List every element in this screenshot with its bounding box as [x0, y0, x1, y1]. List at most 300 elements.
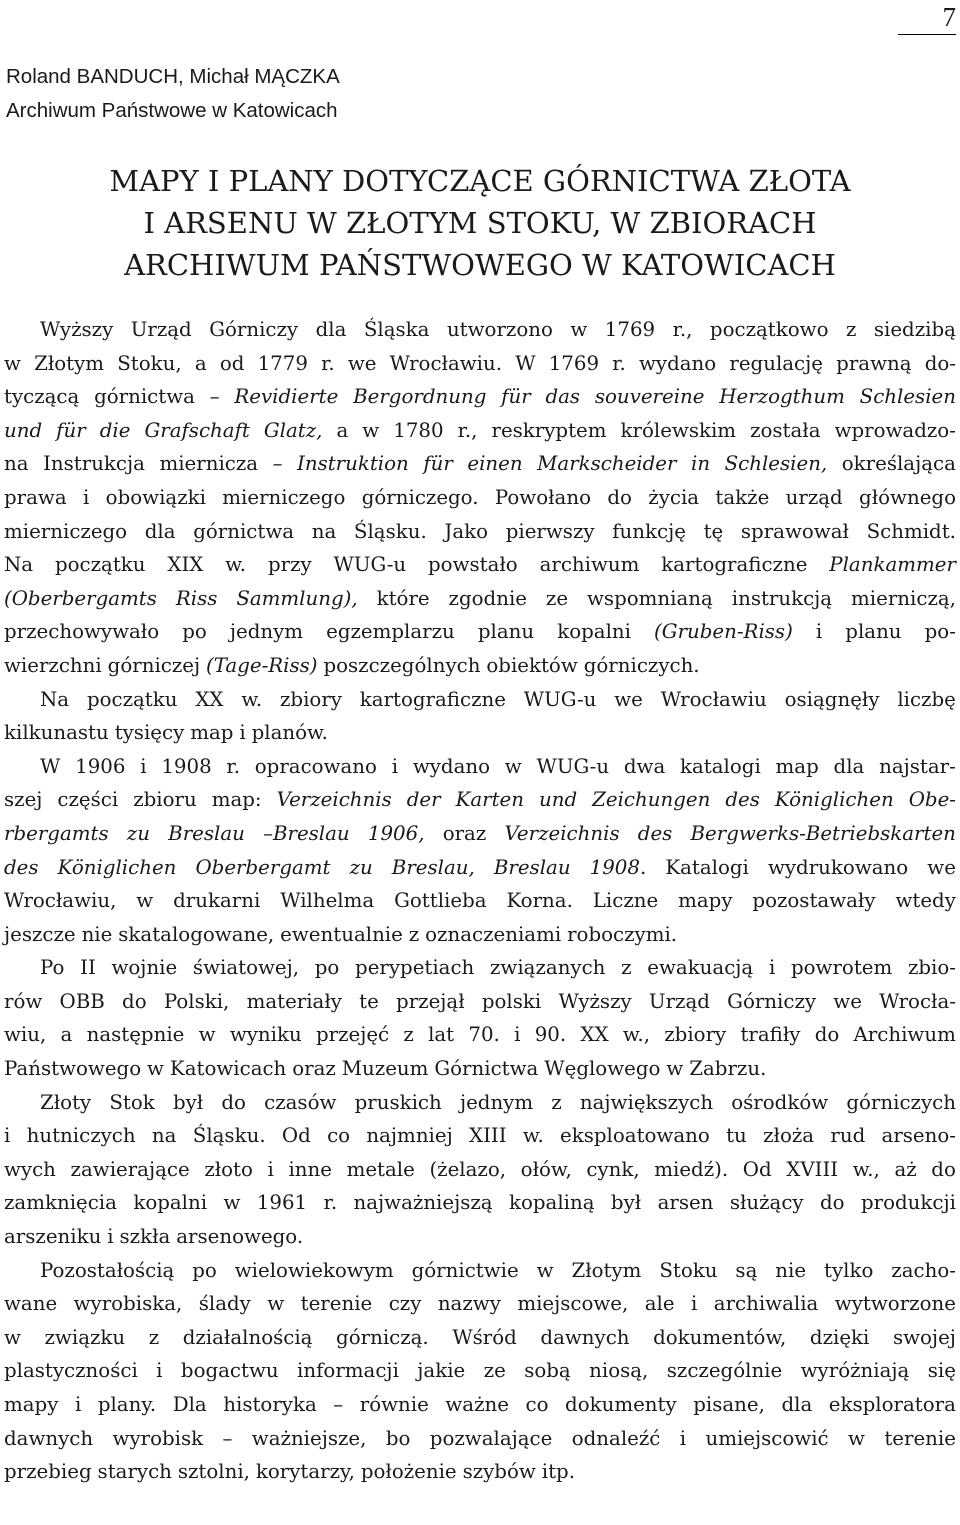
text-line [4, 1321, 956, 1355]
word: II [80, 956, 96, 980]
word: mierniczego [4, 519, 128, 543]
word: ślady [198, 1292, 251, 1316]
word: z [148, 1325, 160, 1349]
word: górnictwa [193, 519, 295, 543]
word: Königlichen [774, 788, 894, 812]
word: Wyższy [558, 989, 632, 1013]
word: Katowicach [169, 1057, 287, 1081]
word: w [147, 1057, 164, 1081]
word: OBB [59, 989, 105, 1013]
word: (Gruben-Riss) [654, 620, 793, 644]
word: prawa [4, 485, 67, 509]
word: XIX [167, 553, 204, 577]
word: służący [729, 1191, 804, 1215]
word: produkcji [860, 1191, 956, 1215]
word: itp. [541, 1460, 575, 1484]
word: Breslau, [391, 855, 475, 879]
word: dla [833, 754, 865, 778]
word: Złoty [40, 1090, 92, 1114]
word: XVIII [786, 1157, 839, 1181]
word: Markscheider [537, 452, 677, 476]
text-line [4, 548, 956, 582]
word: opracowano [254, 754, 377, 778]
word: z [551, 1090, 562, 1114]
word: Wilhelma [280, 889, 375, 913]
word: –Breslau [263, 821, 350, 845]
word: prawną [836, 351, 912, 375]
word: map [775, 754, 819, 778]
word: i [74, 1393, 82, 1416]
word: a [60, 1023, 73, 1047]
word: wydano [412, 754, 491, 778]
word: zbiory [664, 1023, 727, 1047]
word: Liczne [592, 889, 659, 913]
word: Złotym [571, 1258, 642, 1282]
word: ze [545, 586, 569, 610]
word: górniczych. [583, 653, 700, 677]
word: eksploratora [828, 1393, 956, 1416]
word: a [336, 418, 349, 442]
word: 1908 [161, 754, 212, 778]
word: tę [703, 519, 724, 543]
word: Karten [455, 788, 524, 812]
word: szej [4, 788, 43, 812]
word: wtedy [895, 889, 956, 913]
text-line [4, 851, 956, 885]
word: pozostawały [752, 889, 876, 913]
word: nie [81, 922, 113, 946]
text-line [4, 716, 956, 750]
word: na [4, 452, 29, 476]
word: r. [321, 351, 335, 375]
word: z [845, 318, 857, 341]
word: Na [4, 553, 34, 577]
word: r. [612, 351, 626, 375]
word: dokumenty [565, 1393, 677, 1416]
word: kilkunastu [4, 721, 109, 745]
word: w. [225, 553, 247, 577]
word: Zabrzu. [689, 1057, 767, 1081]
word: w [362, 418, 380, 442]
word: Śląska [363, 318, 430, 341]
word: funkcję [612, 519, 686, 543]
word: Katalogi [665, 855, 749, 879]
word: rbergamts [4, 821, 109, 845]
word: reskryptem [491, 418, 607, 442]
word: terenie [300, 1292, 373, 1316]
word: Urząd [648, 989, 710, 1013]
word: górniczych [846, 1090, 956, 1114]
word: materiały [246, 989, 342, 1013]
word: 1780 [393, 418, 444, 442]
word: w [4, 1325, 21, 1349]
word: jednym [229, 620, 304, 644]
word: dawnych [4, 1426, 94, 1450]
word: des [4, 855, 39, 879]
text-line [4, 951, 956, 985]
word: ale [644, 1292, 675, 1316]
word: dla [781, 1393, 813, 1416]
text-line [4, 1354, 956, 1388]
word: hutniczych [26, 1124, 136, 1148]
author-affiliation: Archiwum Państwowe w Katowicach [6, 99, 338, 122]
word: Gottlieba [394, 889, 487, 913]
word: drukarni [173, 889, 261, 913]
word: mapy [678, 889, 733, 913]
word: życia [648, 485, 700, 509]
word: po [314, 956, 340, 980]
word: Powołano [494, 485, 592, 509]
word: archiwalia [713, 1292, 819, 1316]
text-line [4, 414, 956, 448]
word: w [570, 318, 588, 341]
text-line [4, 683, 956, 717]
word: nazwy [437, 1292, 501, 1316]
word: 1908. [589, 855, 647, 879]
word: historyka [223, 1393, 317, 1416]
word: Schlesien, [724, 452, 828, 476]
word: Breslau [493, 855, 571, 879]
word: szybów [462, 1460, 536, 1484]
word: starych [97, 1460, 172, 1484]
word: Herzogthum [719, 385, 845, 409]
word: bo [385, 1426, 411, 1450]
word: w. [522, 1124, 544, 1148]
word: poszczególnych [323, 653, 481, 677]
word: szczególnie [666, 1359, 783, 1383]
word: pruskich [354, 1090, 442, 1114]
word: – [333, 1393, 344, 1416]
word: w [4, 351, 21, 375]
word: złoża [763, 1124, 815, 1148]
text-line [4, 884, 956, 918]
word: kopaliną [508, 1191, 595, 1215]
word: Dla [172, 1393, 207, 1416]
word: i [679, 1426, 687, 1450]
word: kopalni [557, 620, 631, 644]
word: miernicza [159, 452, 259, 476]
text-line [4, 1186, 956, 1220]
word: Wrocławiu [660, 687, 767, 711]
word: informacji [297, 1359, 399, 1383]
word: i [107, 1225, 114, 1249]
word: des [725, 788, 760, 812]
word: – [272, 452, 283, 476]
word: Instrukcja [43, 452, 145, 476]
word: na [311, 519, 337, 543]
word: z [403, 1023, 414, 1047]
word: rud [830, 1124, 866, 1148]
word: które [376, 586, 430, 610]
word: r., [672, 318, 693, 341]
word: w [536, 1258, 554, 1282]
word: egzemplarzu [326, 620, 455, 644]
word: in [691, 452, 711, 476]
article-title [0, 160, 960, 286]
word: planu [845, 620, 902, 644]
word: Wrocła- [879, 989, 956, 1013]
word: sobą [524, 1359, 571, 1383]
word: wyrobisk [112, 1426, 204, 1450]
word: map [190, 721, 234, 745]
word: z [621, 956, 632, 980]
text-line [4, 1422, 956, 1456]
word: wprowadzo- [834, 418, 956, 442]
word: dwa [623, 754, 666, 778]
word: einen [467, 452, 523, 476]
word: swojej [892, 1325, 956, 1349]
word: Na [40, 687, 70, 711]
word: oraz [442, 821, 487, 845]
word: WUG-u [536, 754, 610, 778]
word: zu [126, 821, 150, 845]
word: tyczącą [4, 385, 80, 409]
word: we [347, 351, 377, 375]
text-line [4, 347, 956, 381]
word: związanych [490, 956, 606, 980]
word: lat [428, 1023, 455, 1047]
word: najstar- [879, 754, 956, 778]
word: für [423, 452, 453, 476]
word: w., [852, 1157, 880, 1181]
word: obiektów [486, 653, 578, 677]
word: nie [775, 1258, 807, 1282]
word: Węglowego [544, 1057, 661, 1081]
word: był [172, 1090, 204, 1114]
word: Polski, [163, 989, 230, 1013]
word: w [848, 1426, 865, 1450]
word: eksploatowano [560, 1124, 710, 1148]
word: Stok [109, 1090, 155, 1114]
word: Śląsku. [192, 1124, 266, 1148]
word: czy [388, 1292, 422, 1316]
word: rów [4, 989, 43, 1013]
word: górnictwa [94, 385, 195, 409]
word: 1906, [367, 821, 425, 845]
word: w [223, 1191, 241, 1215]
text-line [4, 1086, 956, 1120]
word: przebieg [4, 1460, 92, 1484]
word: Korna. [506, 889, 573, 913]
title-line: MAPY I PLANY DOTYCZĄCE GÓRNICTWA ZŁOTA [109, 164, 851, 198]
word: zu [349, 855, 373, 879]
title-line: I ARSENU W ZŁOTYM STOKU, W ZBIORACH [143, 206, 817, 240]
word: głównego [859, 485, 956, 509]
word: r. [323, 1191, 338, 1215]
word: die [99, 418, 131, 442]
page-number: 7 [942, 2, 956, 32]
text-line [4, 447, 956, 481]
word: był [610, 1191, 642, 1215]
word: Stoku [659, 1258, 718, 1282]
word: na [151, 1124, 177, 1148]
word: trafiły [740, 1023, 801, 1047]
word: oznaczeniami [425, 922, 562, 946]
word: tylko [824, 1258, 874, 1282]
word: do [607, 485, 632, 509]
word: (Tage-Riss) [206, 653, 318, 677]
word: planów. [251, 721, 328, 745]
word: najmniej [366, 1124, 453, 1148]
word: jednym [459, 1090, 534, 1114]
word: cynk, [586, 1157, 640, 1181]
word: instrukcją [731, 586, 833, 610]
word: sprawował [740, 519, 849, 543]
word: w [504, 754, 522, 778]
word: XX [195, 687, 224, 711]
word: następnie [86, 1023, 185, 1047]
word: Schmidt. [866, 519, 956, 543]
word: od [219, 351, 245, 375]
word: (Oberbergamts [4, 586, 157, 610]
text-line [4, 582, 956, 616]
word: ważniejsze, [251, 1426, 367, 1450]
title-line: ARCHIWUM PAŃSTWOWEGO W KATOWICACH [124, 248, 836, 282]
word: des [637, 821, 673, 845]
word: Obe- [908, 788, 956, 812]
word: korytarzy, [255, 1460, 355, 1484]
text-line [4, 750, 956, 784]
author-block [6, 60, 340, 128]
word: Od [281, 1124, 311, 1148]
word: do [931, 1157, 956, 1181]
word: przejął [396, 989, 465, 1013]
word: wyniku [229, 1023, 302, 1047]
word: Wrocławiu, [4, 889, 117, 913]
word: ważne [445, 1393, 509, 1416]
word: arszeniku [4, 1225, 102, 1249]
word: Verzeichnis [504, 821, 620, 845]
word: górniczej [107, 653, 201, 677]
text-line [4, 918, 956, 952]
word: do- [924, 351, 956, 375]
word: terenie [884, 1426, 956, 1450]
word: szkła [119, 1225, 171, 1249]
text-line [4, 649, 956, 683]
word: i [815, 620, 823, 644]
word: (żelazo, [429, 1157, 507, 1181]
word: dla [144, 519, 176, 543]
word: wierzchni [4, 653, 102, 677]
word: określająca [841, 452, 956, 476]
word: Zeichungen [592, 788, 711, 812]
word: W [515, 351, 536, 375]
word: równie [359, 1393, 429, 1416]
word: tysięcy [114, 721, 185, 745]
word: wielowiekowym [234, 1258, 394, 1282]
word: przy [267, 553, 312, 577]
word: w [666, 1057, 684, 1081]
word: we [833, 989, 862, 1013]
word: Wrocławiu. [389, 351, 503, 375]
word: niosą, [589, 1359, 649, 1383]
word: XX [580, 1023, 609, 1047]
text-line [4, 1254, 956, 1288]
text-line [4, 1287, 956, 1321]
word: XIII [469, 1124, 507, 1148]
word: pozwalające [429, 1426, 553, 1450]
word: r. [226, 754, 240, 778]
word: Grafschaft [144, 418, 250, 442]
word: roboczymi. [567, 922, 678, 946]
word: zgodnie [448, 586, 527, 610]
text-line [4, 313, 956, 347]
word: górniczą. [336, 1325, 429, 1349]
text-line [4, 985, 956, 1019]
word: pierwszy [505, 519, 595, 543]
word: Verzeichnis [276, 788, 392, 812]
word: wyróżniają [800, 1359, 910, 1383]
word: początku [86, 687, 178, 711]
text-line [4, 1455, 956, 1489]
word: położenie [360, 1460, 457, 1484]
text-line [4, 1052, 956, 1086]
word: te [359, 989, 379, 1013]
word: do [814, 1023, 840, 1047]
word: für [56, 418, 86, 442]
word: mierniczego [222, 485, 346, 509]
word: regulację [729, 351, 823, 375]
text-line [4, 481, 956, 515]
word: we [927, 855, 956, 879]
word: 90. [534, 1023, 567, 1047]
word: umiejscowić [705, 1426, 829, 1450]
word: Schlesien [859, 385, 956, 409]
text-line [4, 380, 956, 414]
word: odnaleźć [571, 1426, 661, 1450]
word: Po [40, 956, 65, 980]
word: das [545, 385, 581, 409]
word: wyrobiska, [73, 1292, 183, 1316]
word: wydrukowano [767, 855, 909, 879]
body-text [4, 313, 956, 1489]
word: plastyczności [4, 1359, 138, 1383]
word: zamknięcia [4, 1191, 117, 1215]
word: – [222, 1426, 233, 1450]
word: perypetiach [355, 956, 475, 980]
word: Górniczy [209, 318, 299, 341]
text-line [4, 1220, 956, 1254]
word: wych [4, 1157, 56, 1181]
word: pisane, [693, 1393, 765, 1416]
word: i [391, 754, 399, 778]
word: Riss [175, 586, 218, 610]
word: metale [346, 1157, 415, 1181]
word: i [267, 1157, 274, 1181]
word: dzięki [809, 1325, 870, 1349]
word: co [327, 1124, 351, 1148]
word: katalogi [680, 754, 761, 778]
word: górniczego. [361, 485, 479, 509]
word: Breslau [168, 821, 245, 845]
word: kopalni [133, 1191, 208, 1215]
word: Plankammer [829, 553, 956, 577]
word: der [406, 788, 441, 812]
word: Bergwerks-Betriebskarten [690, 821, 956, 845]
word: 1961 [256, 1191, 308, 1215]
word: wojnie [111, 956, 178, 980]
word: przechowywało [4, 620, 160, 644]
word: und [539, 788, 578, 812]
word: początku [54, 553, 146, 577]
word: dawnych [540, 1325, 630, 1349]
word: plany. [97, 1393, 157, 1416]
word: przejęć [315, 1023, 390, 1047]
word: górnictwie [411, 1258, 519, 1282]
word: po [182, 620, 207, 644]
word: największych [579, 1090, 714, 1114]
word: oraz [292, 1057, 336, 1081]
